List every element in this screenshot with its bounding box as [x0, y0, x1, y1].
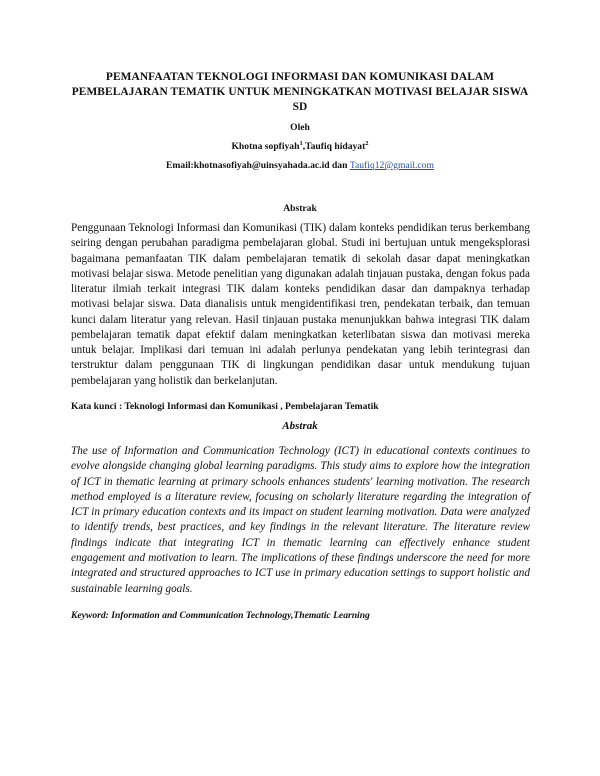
email-prefix: Email:khotnasofiyah@uinsyahada.ac.id dan [166, 160, 350, 171]
keywords-english: Keyword: Information and Communication Technology,Thematic Learning [71, 610, 370, 621]
author-2-affiliation: 2 [365, 139, 369, 147]
author-1: Khotna sopfiyah [231, 141, 300, 152]
by-label: Oleh [290, 122, 310, 133]
keywords-indonesian: Kata kunci : Teknologi Informasi dan Komunikasi , Pembelajaran Tematik [71, 401, 379, 412]
abstract-heading: Abstrak [283, 203, 317, 214]
abstract-english: The use of Information and Communication Technology (ICT) in educational contexts continues to evolve alongside changing global learning paradigms. This study aims to explore how the integration of ICT in thematic learning at primary schools enhances students' learning motivation. The research method employed is a literature review, focusing on scholarly literature regarding the integration of ICT in primary education contexts and its impact on student learning motivation. Data were analyzed to identify trends, best practices, and key findings in the relevant literature. The literature review findings indicate that integrating ICT in thematic learning can effectively enhance student engagement and motivation to learn. The implications of these findings underscore the need for more integrated and structured approaches to ICT use in primary education settings to support holistic and sustainable learning goals. [71, 445, 530, 595]
author-2: Taufiq hidayat [305, 141, 366, 152]
abstract-indonesian: Penggunaan Teknologi Informasi dan Komunikasi (TIK) dalam konteks pendidikan terus berkembang seiring dengan perubahan paradigma pembelajaran global. Studi ini bertujuan untuk mengeksplorasi bagaimana pemanfaatan TIK dalam pembelajaran tematik di sekolah dasar dapat meningkatkan motivasi belajar siswa. Metode penelitian yang digunakan adalah tinjauan pustaka, dengan fokus pada literatur ilmiah terkait integrasi TIK dalam konteks pendidikan dasar dan dampaknya terhadap motivasi belajar siswa. Data dianalisis untuk mengidentifikasi tren, pendekatan terbaik, dan temuan kunci dalam literatur yang relevan. Hasil tinjauan pustaka menunjukkan bahwa integrasi TIK dalam pembelajaran tematik dapat efektif dalam meningkatkan keterlibatan siswa dan motivasi mereka untuk belajar. Implikasi dari temuan ini adalah perlunya pendekatan yang lebih terintegrasi dan terstruktur dalam penggunaan TIK di lingkungan pendidikan dasar untuk mendukung tujuan pembelajaran yang holistik dan berkelanjutan. [71, 222, 530, 387]
abstract-heading-english: Abstrak [282, 420, 318, 432]
paper-title: PEMANFAATAN TEKNOLOGI INFORMASI DAN KOMUNIKASI DALAM PEMBELAJARAN TEMATIK UNTUK MENINGKATKAN MOTIVASI BELAJAR SISWA SD [71, 71, 529, 113]
email-line [70, 160, 530, 172]
email-link[interactable]: Taufiq12@gmail.com [349, 160, 434, 171]
author-separator: , [302, 141, 306, 152]
author-1-affiliation: 1 [299, 139, 303, 147]
author-line [70, 141, 530, 153]
